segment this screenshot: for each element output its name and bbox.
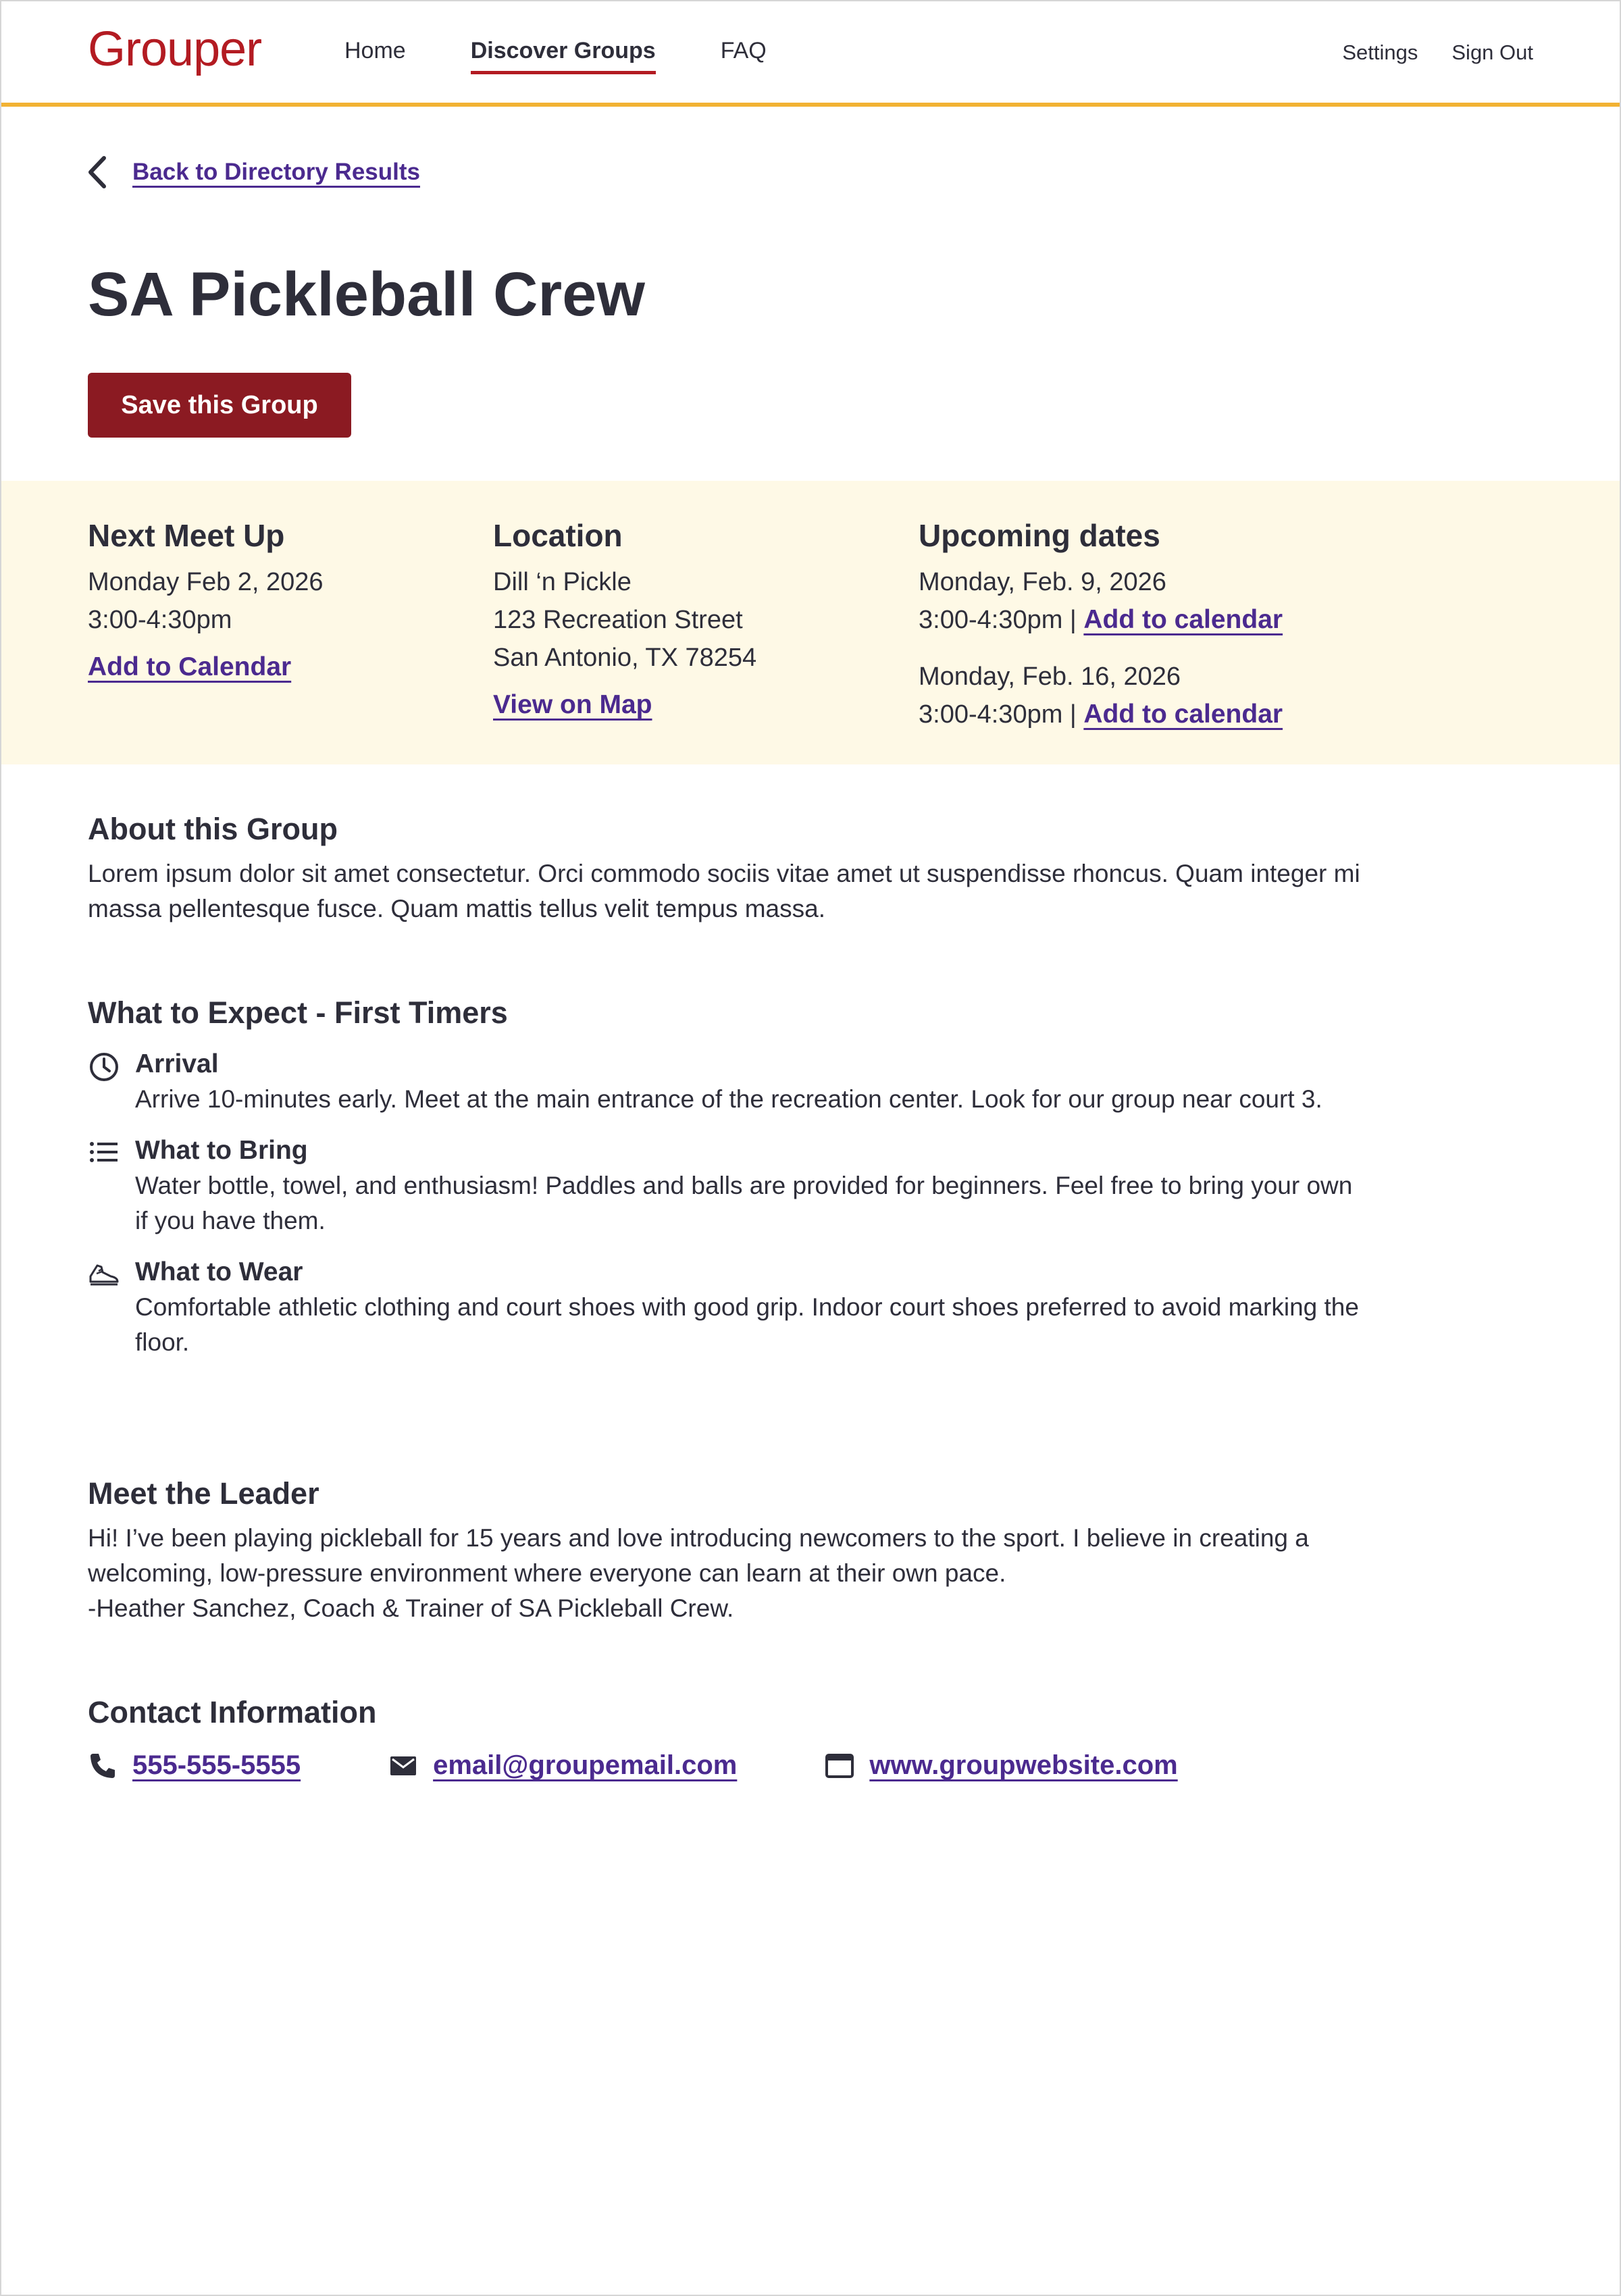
expect-item-title: What to Wear — [135, 1257, 303, 1286]
main-nav — [344, 38, 767, 74]
meetup-info-band — [1, 481, 1620, 764]
clock-icon — [88, 1051, 120, 1083]
upcoming-date: Monday, Feb. 16, 2026 — [919, 662, 1181, 691]
back-navigation — [85, 154, 420, 190]
contact-heading: Contact Information — [88, 1695, 377, 1729]
upcoming-date: Monday, Feb. 9, 2026 — [919, 568, 1166, 596]
leader-signature: -Heather Sanchez, Coach & Trainer of SA Pickleball Crew. — [88, 1594, 734, 1622]
nav-sign-out[interactable]: Sign Out — [1451, 41, 1533, 64]
expect-item-text: Arrive 10-minutes early. Meet at the main entrance of the recreation center. Look for our group near court 3. — [135, 1085, 1322, 1113]
expect-item-title: What to Bring — [135, 1136, 308, 1165]
upcoming-date-item — [919, 563, 1283, 639]
top-nav-bar — [1, 1, 1620, 107]
list-icon — [88, 1137, 120, 1170]
upcoming-add-to-calendar-link[interactable]: Add to calendar — [1083, 605, 1283, 634]
view-on-map-link[interactable]: View on Map — [493, 690, 652, 719]
phone-icon — [88, 1751, 118, 1781]
email-link[interactable]: email@groupemail.com — [433, 1750, 738, 1780]
contact-phone — [88, 1750, 301, 1781]
contact-links — [88, 1750, 1266, 1781]
nav-home[interactable]: Home — [344, 38, 406, 63]
location-city: San Antonio, TX 78254 — [493, 644, 757, 672]
expect-item-arrival — [88, 1049, 1371, 1117]
phone-link[interactable]: 555-555-5555 — [132, 1750, 301, 1780]
location-street: 123 Recreation Street — [493, 606, 743, 634]
page-title: SA Pickleball Crew — [88, 260, 645, 329]
what-to-expect-heading: What to Expect - First Timers — [88, 995, 508, 1030]
add-to-calendar-link[interactable]: Add to Calendar — [88, 652, 292, 681]
upcoming-dates-column — [919, 517, 1283, 733]
contact-section — [88, 1695, 1439, 1740]
account-nav — [1342, 41, 1533, 65]
location-heading: Location — [493, 518, 623, 553]
next-meetup-heading: Next Meet Up — [88, 518, 285, 553]
website-link[interactable]: www.groupwebsite.com — [869, 1750, 1178, 1780]
nav-faq[interactable]: FAQ — [720, 38, 767, 63]
logo[interactable]: Grouper — [88, 22, 262, 76]
next-meetup-time: 3:00-4:30pm — [88, 606, 232, 634]
upcoming-add-to-calendar-link[interactable]: Add to calendar — [1083, 700, 1283, 729]
nav-settings[interactable]: Settings — [1342, 41, 1418, 64]
expect-item-what-to-bring — [88, 1136, 1371, 1238]
location-column — [493, 517, 756, 720]
about-text: Lorem ipsum dolor sit amet consectetur. Orci commodo sociis vitae amet ut suspendisse rhoncus. Quam integer mi massa pellentesque fusce. Quam mattis tellus velit tempus massa. — [88, 860, 1360, 922]
upcoming-time: 3:00-4:30pm | — [919, 700, 1077, 729]
what-to-expect-section — [88, 995, 1439, 1360]
leader-heading: Meet the Leader — [88, 1476, 319, 1511]
back-to-directory-link[interactable]: Back to Directory Results — [132, 159, 420, 185]
leader-text: Hi! I’ve been playing pickleball for 15 years and love introducing newcomers to the sport. I believe in creating a welcoming, low-pressure environment where everyone can learn at their own pace. — [88, 1524, 1309, 1587]
upcoming-time: 3:00-4:30pm | — [919, 606, 1077, 634]
about-section — [88, 812, 1439, 927]
expect-item-what-to-wear — [88, 1257, 1371, 1360]
chevron-left-icon[interactable] — [85, 154, 109, 190]
next-meetup-column — [88, 517, 324, 682]
contact-email — [388, 1750, 737, 1781]
browser-window-icon — [825, 1751, 854, 1781]
mail-icon — [388, 1751, 418, 1781]
expect-item-text: Comfortable athletic clothing and court shoes with good grip. Indoor court shoes preferred to avoid marking the floor. — [135, 1293, 1359, 1356]
location-name: Dill ‘n Pickle — [493, 568, 632, 596]
expect-item-text: Water bottle, towel, and enthusiasm! Paddles and balls are provided for beginners. Feel free to bring your own if you have them. — [135, 1172, 1353, 1234]
save-group-button[interactable]: Save this Group — [88, 373, 351, 438]
meet-the-leader-section — [88, 1476, 1439, 1626]
about-heading: About this Group — [88, 812, 338, 846]
next-meetup-date: Monday Feb 2, 2026 — [88, 568, 324, 596]
shoe-icon — [88, 1259, 120, 1291]
expect-item-title: Arrival — [135, 1049, 219, 1078]
contact-website — [825, 1750, 1177, 1781]
upcoming-dates-heading: Upcoming dates — [919, 518, 1160, 553]
nav-discover-groups[interactable]: Discover Groups — [471, 38, 656, 74]
upcoming-date-item — [919, 658, 1283, 733]
